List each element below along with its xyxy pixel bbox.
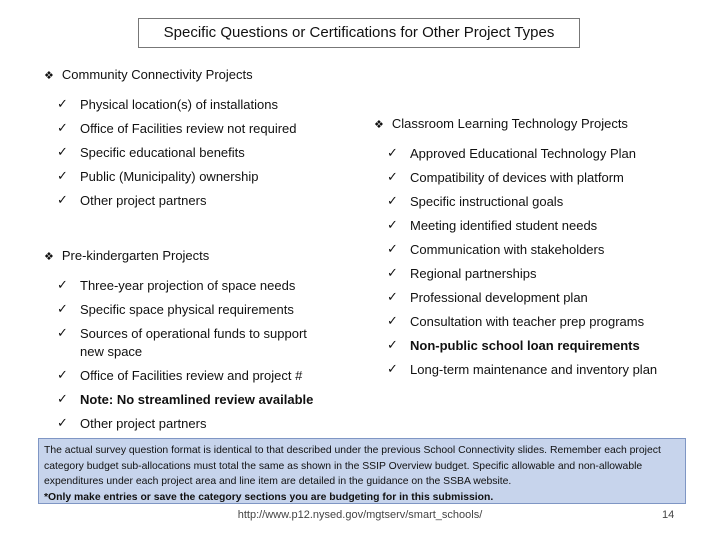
note-emphasis: *Only make entries or save the category sections you are budgeting for in this submission. xyxy=(44,491,494,503)
checkmark-icon: ✓ xyxy=(57,392,68,407)
checkmark-icon: ✓ xyxy=(57,302,68,317)
checkmark-icon: ✓ xyxy=(57,368,68,383)
checkmark-icon: ✓ xyxy=(57,416,68,431)
checkmark-icon: ✓ xyxy=(57,278,68,293)
checkmark-icon: ✓ xyxy=(387,146,398,161)
checkmark-icon: ✓ xyxy=(57,326,68,341)
checkmark-icon: ✓ xyxy=(387,194,398,209)
prek-heading xyxy=(44,247,209,266)
checkmark-icon: ✓ xyxy=(387,266,398,281)
checkmark-icon: ✓ xyxy=(387,314,398,329)
diamond-star-bullet-icon: ❖ xyxy=(374,118,384,131)
checkmark-icon: ✓ xyxy=(57,169,68,184)
slide-title: Specific Questions or Certifications for Other Project Types xyxy=(138,18,580,48)
diamond-star-bullet-icon: ❖ xyxy=(44,250,54,263)
checkmark-icon: ✓ xyxy=(57,145,68,160)
checkmark-icon: ✓ xyxy=(387,242,398,257)
checkmark-icon: ✓ xyxy=(387,170,398,185)
checkmark-icon: ✓ xyxy=(387,290,398,305)
footer-url[interactable]: http://www.p12.nysed.gov/mgtserv/smart_schools/ xyxy=(237,509,483,521)
note-text: The actual survey question format is identical to that described under the previous School Connectivity slides. Remember each project category budget sub-allocations must total the same as shown in the SSIP Overview budget. Specific allowable and non-allowable expenditures under each project area and line item are detailed in the guidance on the SSBA website. xyxy=(44,445,661,488)
classroom-heading-label: Classroom Learning Technology Projects xyxy=(391,116,628,131)
checkmark-icon: ✓ xyxy=(387,218,398,233)
checkmark-icon: ✓ xyxy=(387,362,398,377)
classroom-heading xyxy=(374,115,628,134)
diamond-star-bullet-icon: ❖ xyxy=(44,69,54,82)
page-number: 14 xyxy=(662,509,675,521)
checkmark-icon: ✓ xyxy=(57,193,68,208)
community-heading-label: Community Connectivity Projects xyxy=(61,67,253,82)
community-heading xyxy=(44,66,253,85)
note-box xyxy=(38,438,686,504)
prek-heading-label: Pre-kindergarten Projects xyxy=(61,248,210,263)
checkmark-icon: ✓ xyxy=(57,121,68,136)
checkmark-icon: ✓ xyxy=(57,97,68,112)
checkmark-icon: ✓ xyxy=(387,338,398,353)
